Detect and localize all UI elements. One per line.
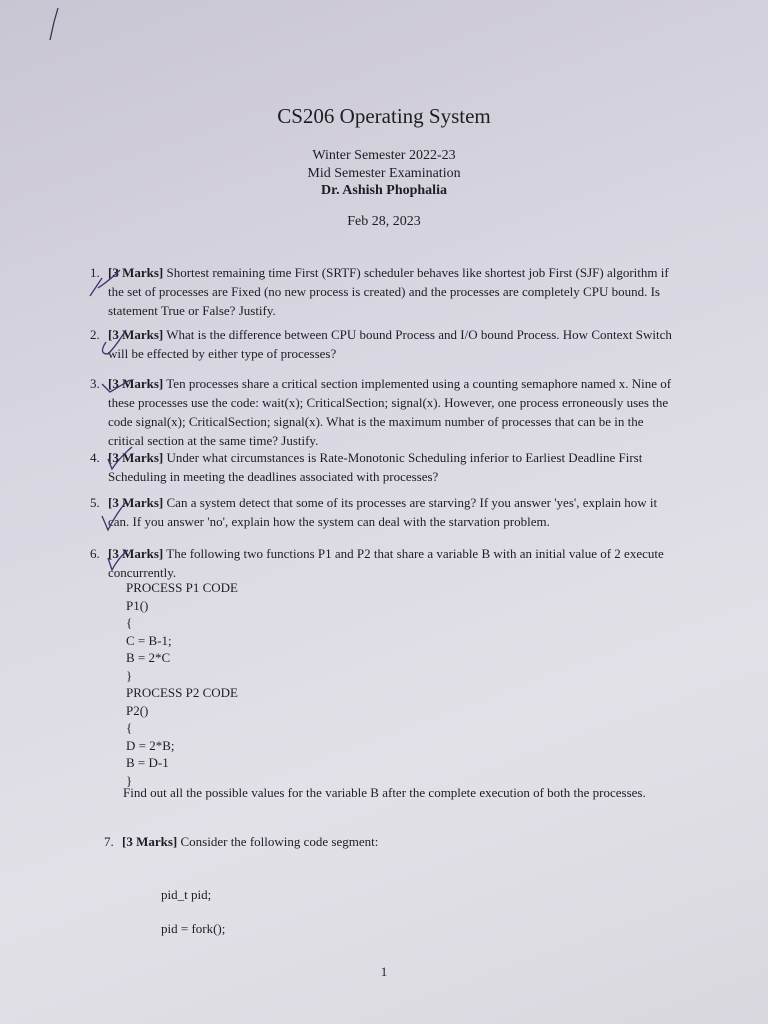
question-marks: [3 Marks]: [108, 376, 164, 391]
code-line: D = 2*B;: [126, 737, 175, 753]
code-line: B = D-1: [126, 755, 169, 770]
code-line: {: [126, 615, 133, 630]
question-text: The following two functions P1 and P2 that share a variable B with an initial value of 2 execute concurrently.: [108, 546, 664, 580]
question-number: 7.: [104, 834, 114, 849]
code-line: pid_t pid;: [161, 887, 212, 902]
question-marks: [3 Marks]: [108, 265, 164, 280]
question-7: [104, 832, 690, 851]
code-line: PROCESS P1 CODE: [126, 580, 238, 595]
question-2: [90, 325, 676, 363]
question-4: [90, 448, 676, 486]
question-number: 4.: [90, 450, 100, 465]
code-line: P2(): [126, 702, 149, 718]
question-6: [90, 544, 676, 582]
question-number: 1.: [90, 265, 100, 280]
question-marks: [3 Marks]: [108, 327, 164, 342]
instructor-line: Dr. Ashish Phophalia: [321, 183, 447, 198]
question-1: [90, 263, 676, 320]
question-text: Can a system detect that some of its processes are starving? If you answer 'yes', explain how it can. If you answer 'no', explain how the system can deal with the starvation problem.: [108, 495, 658, 529]
code-line: P1(): [126, 597, 149, 613]
code-line: }: [126, 667, 133, 683]
code-line: PROCESS P2 CODE: [126, 685, 238, 700]
pen-stroke-icon: [40, 6, 70, 46]
question-number: 2.: [90, 327, 100, 342]
code-line: }: [126, 772, 133, 788]
code-line: C = B-1;: [126, 632, 172, 648]
question-text: Ten processes share a critical section implemented using a counting semaphore named x. Nine of these processes use the code: wait(x); CriticalSection; signal(x). However, one process erroneously uses the code signal(x); CriticalSection; signal(x). What is the maximum number of processes that can be in the critical section at the same time? Justify.: [108, 376, 672, 448]
question-marks: [3 Marks]: [108, 546, 164, 561]
question-text: Consider the following code segment:: [180, 834, 379, 849]
exam-line: Mid Semester Examination: [307, 166, 461, 181]
course-title: CS206 Operating System: [277, 104, 491, 128]
exam-date: Feb 28, 2023: [347, 214, 421, 229]
question-text: What is the difference between CPU bound Process and I/O bound Process. How Context Switch will be effected by either type of processes?: [108, 327, 672, 361]
code-block-q6: [126, 579, 238, 789]
question-text: Under what circumstances is Rate-Monotonic Scheduling inferior to Earliest Deadline First Scheduling in meeting the deadlines associated with processes?: [108, 450, 643, 484]
question-5: [90, 493, 676, 531]
code-block-q7: [161, 886, 225, 937]
question-marks: [3 Marks]: [108, 450, 164, 465]
page-number: 1: [380, 964, 388, 979]
question-number: 5.: [90, 495, 100, 510]
question-number: 3.: [90, 376, 100, 391]
question-text: Shortest remaining time First (SRTF) scheduler behaves like shortest job First (SJF) algorithm if the set of processes are Fixed (no new process is created) and the processes are completely CPU bound. Is statement True or False? Justify.: [108, 265, 669, 318]
semester-line: Winter Semester 2022-23: [312, 148, 456, 163]
code-line: pid = fork();: [161, 920, 226, 936]
code-line: {: [126, 720, 133, 735]
question-3: [90, 374, 676, 450]
code-line: B = 2*C: [126, 650, 171, 665]
question-6-followup: Find out all the possible values for the variable B after the complete execution of both the processes.: [123, 785, 646, 800]
question-number: 6.: [90, 546, 100, 561]
question-marks: [3 Marks]: [108, 495, 164, 510]
question-marks: [3 Marks]: [122, 834, 178, 849]
